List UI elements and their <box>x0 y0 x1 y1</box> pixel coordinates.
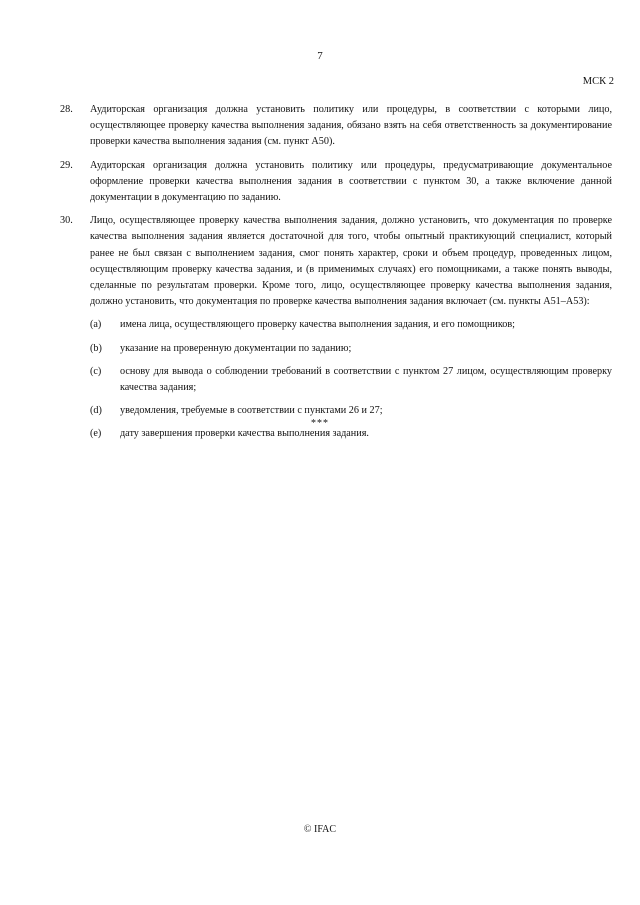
paragraph-text: Аудиторская организация должна установить политику или процедуры, в соответствии с которыми лицо, осуществляющее проверку качества выполнения задания, обязано взять на себя ответственность за документирование проверки качества выполнения задания (см. пункт А50). <box>90 104 612 148</box>
list-item-letter: (d) <box>90 405 102 417</box>
list-item-text: основу для вывода о соблюдении требований в соответствии с пунктом 27 лицом, осуществляющим проверку качества задания; <box>120 365 612 394</box>
list-item-text: указание на проверенную документации по заданию; <box>120 342 352 354</box>
document-body <box>60 102 612 450</box>
paragraph-text: Лицо, осуществляющее проверку качества выполнения задания, должно установить, что документация по проверке качества выполнения задания является достаточной для того, чтобы опытный практикующий специалист, который ранее не был связан с выполнением задания, смог понять характер, сроки и объем процедур, проведенных лицом, осуществляющим проверку качества задания, и (в применимых случаях) его помощниками, а также понять выводы, сделанные по результатам проверки. Кроме того, лицо, осуществляющее проверку качества выполнения задания, должно установить, что документация по проверке качества выполнения задания включает (см. пункты А51–А53): <box>90 215 612 308</box>
paragraph-30 <box>60 213 612 310</box>
list-item-letter: (c) <box>90 365 102 377</box>
paragraph-number: 28. <box>60 104 73 115</box>
paragraph-text: Аудиторская организация должна установить политику или процедуры, предусматривающие документальное оформление проверки качества выполнения задания в соответствии с пунктом 30, а также включение данной документации в документацию по заданию. <box>90 159 612 204</box>
list-item <box>90 317 612 333</box>
list-item-letter: (b) <box>90 342 102 354</box>
paragraph-number: 29. <box>60 159 73 171</box>
page-number: 7 <box>317 50 323 62</box>
list-item <box>90 341 612 357</box>
list-item-letter: (a) <box>90 319 102 331</box>
paragraph-number: 30. <box>60 215 73 227</box>
list-item-text: имена лица, осуществляющего проверку качества выполнения задания, и его помощников; <box>120 319 516 331</box>
footer-copyright: © IFAC <box>303 824 337 835</box>
section-end-mark: *** <box>311 418 329 429</box>
document-code: МСК 2 <box>582 76 614 87</box>
list-item-text: дату завершения проверки качества выполнения задания. <box>120 428 369 440</box>
paragraph-29 <box>60 158 612 207</box>
list-item <box>90 364 612 396</box>
list-item-letter: (e) <box>90 428 102 440</box>
paragraph-28 <box>60 102 612 151</box>
list-item-text: уведомления, требуемые в соответствии с пунктами 26 и 27; <box>120 405 383 417</box>
